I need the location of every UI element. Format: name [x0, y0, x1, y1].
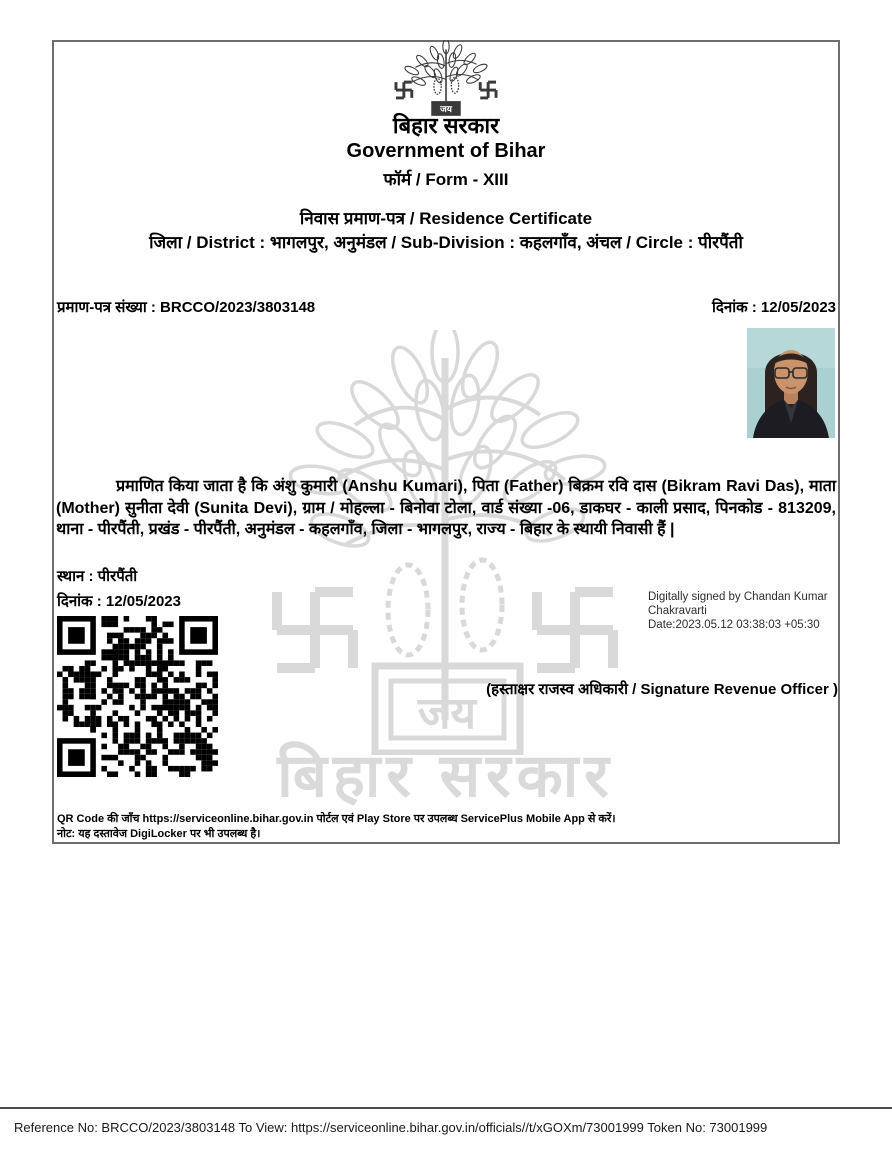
signature-officer-label: (हस्ताक्षर राजस्व अधिकारी / Signature Revenue Officer ) — [486, 681, 838, 698]
qr-code — [57, 616, 218, 777]
certificate-title: निवास प्रमाण-पत्र / Residence Certificate — [299, 209, 593, 228]
digital-signature-line1: Digitally signed by Chandan Kumar Chakravarti — [648, 591, 828, 617]
bihar-emblem-icon — [388, 40, 504, 119]
district-line: जिला / District : भागलपुर, अनुमंडल / Sub-Division : कहलगाँव, अंचल / Circle : पीरपैंती — [149, 233, 743, 252]
government-name-hindi: बिहार सरकार — [392, 113, 500, 138]
digital-signature-line2: Date:2023.05.12 03:38:03 +05:30 — [648, 619, 820, 631]
applicant-photo — [747, 328, 835, 438]
certificate-date: दिनांक : 12/05/2023 — [712, 299, 836, 316]
digilocker-note: नोट: यह दस्तावेज DigiLocker पर भी उपलब्ध है। — [57, 828, 261, 840]
issue-date: दिनांक : 12/05/2023 — [57, 593, 181, 610]
digital-signature-block — [648, 590, 884, 632]
form-number: फॉर्म / Form - XIII — [383, 170, 509, 189]
certificate-statement: प्रमाणित किया जाता है कि अंशु कुमारी (Anshu Kumari), पिता (Father) बिक्रम रवि दास (Bikram Ravi Das), माता (Mother) सुनीता देवी (Sunita Devi), ग्राम / मोहल्ला - बिनोवा टोला, वार्ड संख्या -06, डाकघर - काली प्रसाद, पिनकोड - 813209, थाना - पीरपैंती, प्रखंड - पीरपैंती, अनुमंडल - कहलगाँव, जिला - भागलपुर, राज्य - बिहार के स्थायी निवासी हैं | — [56, 478, 836, 538]
footer-reference: Reference No: BRCCO/2023/3803148 To View: https://serviceonline.bihar.gov.in/officials//t/xGOXm/73001999 Token No: 73001999 — [14, 1120, 768, 1135]
government-name-english: Government of Bihar — [346, 140, 546, 162]
certificate-number: प्रमाण-पत्र संख्या : BRCCO/2023/3803148 — [57, 299, 316, 316]
jai-seal: जय — [440, 104, 452, 115]
jai-seal-watermark: जय — [417, 689, 477, 738]
qr-verification-note: QR Code की जाँच https://serviceonline.bihar.gov.in पोर्टल एवं Play Store पर उपलब्ध ServicePlus Mobile App से करें। — [57, 813, 616, 825]
watermark-text: बिहार सरकार — [277, 742, 615, 809]
footer-divider — [0, 1107, 892, 1109]
issue-place: स्थान : पीरपैंती — [57, 568, 138, 585]
